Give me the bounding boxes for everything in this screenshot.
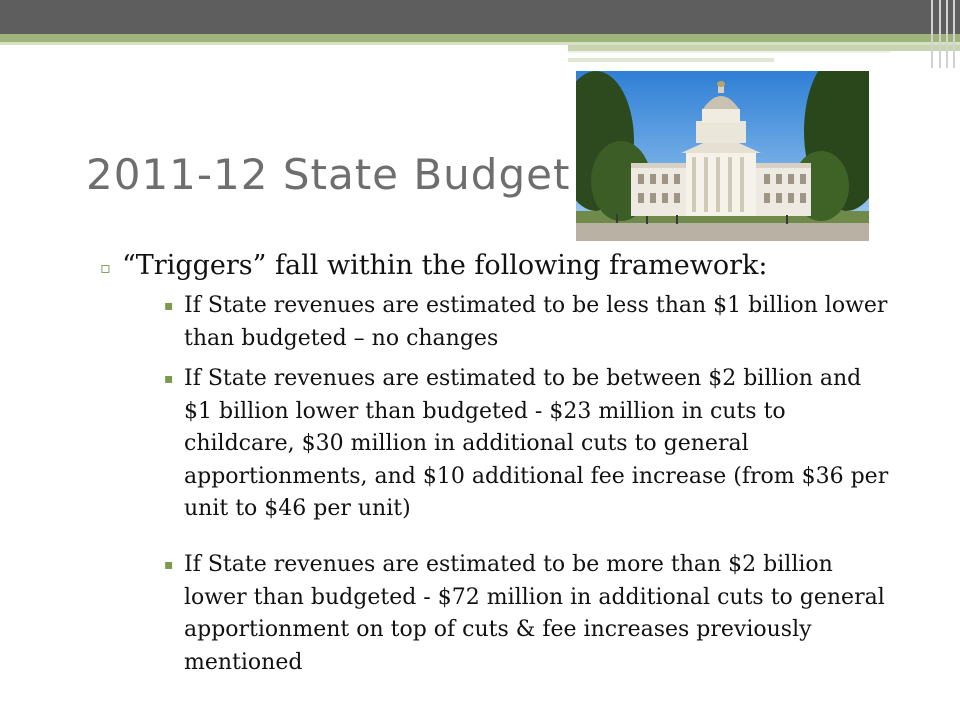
sub-bullet-text: If State revenues are estimated to be between $2 billion and $1 billion lower than budgeted - $23 million in cuts to childcare, $30 million in additional cuts to general apportionments, and $10 additional fee increase (from $36 per unit to $46 per unit)	[184, 366, 889, 521]
sub-bullet-square-icon: ▪	[164, 298, 174, 314]
bullet-square-icon: ▫	[100, 258, 111, 277]
sub-bullet	[164, 363, 894, 526]
bullet-main-text: “Triggers” fall within the following framework:	[122, 250, 768, 281]
sub-bullet-square-icon: ▪	[164, 371, 174, 387]
slide-title: 2011-12 State Budget	[86, 150, 571, 199]
sub-bullet	[164, 549, 894, 679]
sub-bullet-square-icon: ▪	[164, 557, 174, 573]
sub-bullet-text: If State revenues are estimated to be more than $2 billion lower than budgeted - $72 million in additional cuts to general apportionment on top of cuts & fee increases previously mentioned	[184, 552, 885, 675]
sub-bullet-text: If State revenues are estimated to be less than $1 billion lower than budgeted – no changes	[184, 293, 888, 351]
sub-bullet	[164, 290, 894, 355]
